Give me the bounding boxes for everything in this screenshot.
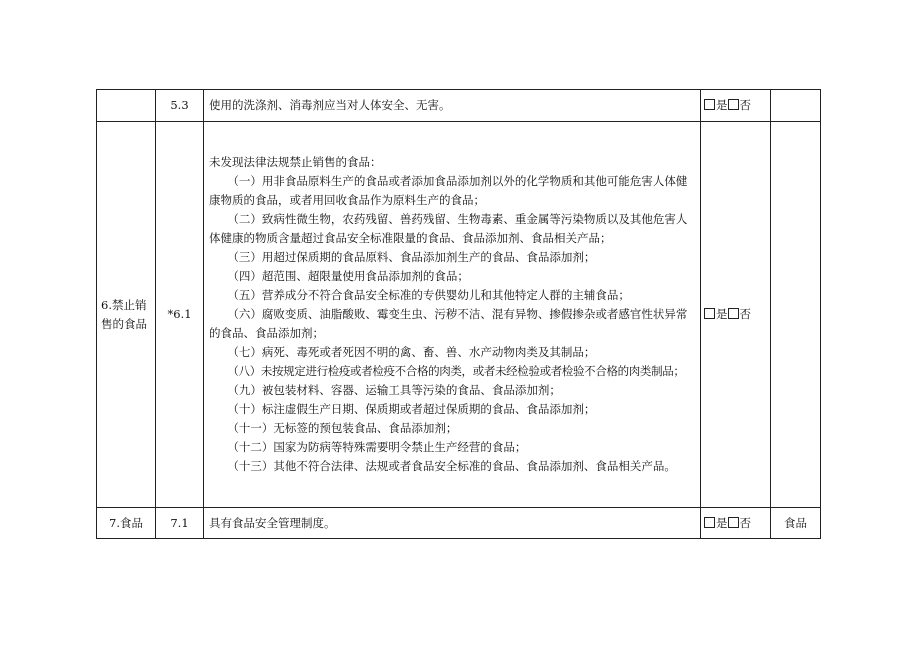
list-item: （四）超范围、超限量使用食品添加剂的食品；: [227, 269, 469, 283]
list-item: （六）腐败变质、油脂酸败、霉变生虫、污秽不洁、混有异物、掺假掺杂或者感官性状异常的食品、食品添加剂；: [209, 307, 688, 340]
list-item: （二）致病性微生物，农药残留、兽药残留、生物毒素、重金属等污染物质以及其他危害人体健康的物质含量超过食品安全标准限量的食品、食品添加剂、食品相关产品；: [209, 212, 688, 245]
inspection-table: [96, 89, 821, 539]
list-item: （十二）国家为防病等特殊需要明令禁止生产经营的食品；: [227, 440, 527, 454]
yes-checkbox[interactable]: [704, 99, 715, 110]
yes-label: 是: [716, 515, 728, 530]
item-code: *6.1: [156, 122, 204, 508]
list-item: （八）未按规定进行检疫或者检疫不合格的肉类，或者未经检验或者检验不合格的肉类制品；: [227, 364, 685, 378]
note-cell: 食品: [771, 508, 821, 539]
no-checkbox[interactable]: [728, 308, 739, 319]
list-item: （十）标注虚假生产日期、保质期或者超过保质期的食品、食品添加剂；: [227, 402, 596, 416]
no-label: 否: [739, 307, 751, 321]
list-item: （一）用非食品原料生产的食品或者添加食品添加剂以外的化学物质和其他可能危害人体健康物质的食品，或者用回收食品作为原料生产的食品；: [209, 174, 688, 207]
list-item: （十三）其他不符合法律、法规或者食品安全标准的食品、食品添加剂、食品相关产品。: [227, 459, 676, 473]
check-cell: [701, 90, 771, 122]
table-row: [97, 508, 821, 539]
item-content: 使用的洗涤剂、消毒剂应当对人体安全、无害。: [204, 90, 701, 122]
yes-label: 是: [716, 307, 728, 321]
yes-label: 是: [716, 98, 728, 112]
list-item: （三）用超过保质期的食品原料、食品添加剂生产的食品、食品添加剂；: [227, 250, 596, 264]
category-cell: 6.禁止销售的食品: [97, 122, 156, 508]
note-cell: [771, 122, 821, 508]
list-item: （七）病死、毒死或者死因不明的禽、畜、兽、水产动物肉类及其制品；: [227, 345, 596, 359]
note-cell: [771, 90, 821, 122]
no-label: 否: [739, 515, 751, 530]
content-intro: 未发现法律法规禁止销售的食品：: [209, 155, 382, 169]
no-checkbox[interactable]: [728, 517, 739, 528]
item-content: [204, 122, 701, 508]
table-row: [97, 90, 821, 122]
list-item: （五）营养成分不符合食品安全标准的专供婴幼儿和其他特定人群的主辅食品；: [227, 288, 630, 302]
check-cell: [701, 508, 771, 539]
check-cell: [701, 122, 771, 508]
list-item: （十一）无标签的预包装食品、食品添加剂；: [227, 421, 458, 435]
list-item: （九）被包装材料、容器、运输工具等污染的食品、食品添加剂；: [227, 383, 561, 397]
category-cell: 7.食品: [97, 508, 156, 539]
table-row: [97, 122, 821, 508]
item-code: 7.1: [156, 508, 204, 539]
category-cell: [97, 90, 156, 122]
no-label: 否: [739, 98, 751, 112]
item-code: 5.3: [156, 90, 204, 122]
yes-checkbox[interactable]: [704, 517, 715, 528]
item-content: 具有食品安全管理制度。: [204, 508, 701, 539]
no-checkbox[interactable]: [728, 99, 739, 110]
yes-checkbox[interactable]: [704, 308, 715, 319]
